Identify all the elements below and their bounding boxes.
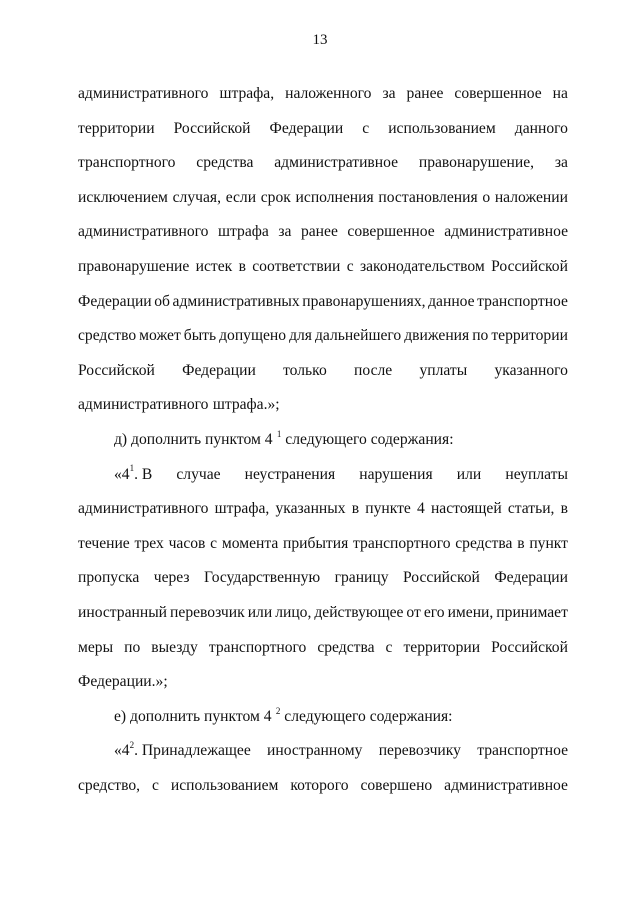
text-fragment: «4 [114, 465, 130, 483]
text-line [78, 665, 568, 700]
word: транспортное [477, 742, 568, 760]
word: наложенного [285, 85, 372, 102]
word: штрафа, [219, 85, 275, 102]
word: административных [172, 292, 300, 310]
word: Федерации [494, 569, 568, 587]
word: на [552, 85, 568, 102]
word: перевозчик [170, 603, 245, 621]
word: быть [183, 327, 217, 345]
text-fragment [114, 423, 458, 458]
word: после [354, 361, 393, 379]
word: движения [404, 327, 470, 345]
word: использованием [170, 776, 279, 794]
word: транспортного [208, 638, 307, 656]
word: меры [78, 638, 114, 656]
word: или [247, 603, 273, 621]
word: данного [514, 119, 568, 137]
word: территории [491, 327, 568, 345]
word: Российской [403, 569, 480, 587]
word: об [154, 292, 170, 310]
text-fragment: следующего содержания: [280, 707, 453, 725]
word: уплаты [419, 361, 468, 379]
word: с [362, 119, 370, 137]
word: о [482, 188, 491, 206]
word: штрафа, [214, 500, 270, 518]
text-fragment: . В [134, 465, 153, 483]
text-fragment: д) дополнить пунктом 4 [114, 430, 273, 448]
body-text [78, 77, 568, 803]
page-number: 13 [312, 32, 328, 48]
text-fragment: . Принадлежащее [134, 742, 251, 760]
word: средство [78, 327, 137, 345]
word: территории [403, 638, 481, 656]
word: соответствии [252, 257, 341, 275]
word: наложении [494, 188, 568, 206]
word: с [210, 534, 218, 552]
text-line [78, 319, 568, 354]
word: пункте [365, 500, 411, 518]
word: с [385, 638, 393, 656]
word: законодательством [359, 257, 485, 275]
word: штрафа [218, 223, 269, 241]
text-line [78, 734, 568, 769]
word: пункт [529, 534, 568, 552]
word: использованием [388, 119, 496, 137]
word: совершено [360, 776, 433, 794]
text-line [78, 77, 568, 112]
word: Российской [78, 361, 155, 379]
word: течение [78, 534, 130, 552]
superscript: 1 [276, 428, 282, 439]
word: пропуска [78, 569, 140, 587]
word: административного [78, 223, 209, 241]
word: Российской [173, 119, 251, 137]
word: за [278, 223, 292, 241]
word: Государственную [204, 569, 321, 587]
word: в [517, 534, 525, 552]
word: за [382, 85, 396, 102]
word: или [456, 465, 482, 483]
text-line [78, 458, 568, 493]
word: его [423, 603, 445, 621]
word: Федерации [78, 292, 152, 310]
word: истек [195, 257, 233, 275]
word: перевозчику [378, 742, 461, 760]
word: допущено [219, 327, 287, 345]
word: ранее [300, 223, 338, 241]
word: правонарушениях, [302, 292, 426, 310]
word: только [283, 361, 327, 379]
word: если [225, 188, 257, 206]
word: с [152, 776, 159, 794]
text-line [78, 561, 568, 596]
text-line [78, 700, 568, 735]
word: в [238, 257, 246, 275]
word: нарушения [359, 465, 433, 483]
text-line [78, 388, 568, 423]
word: границу [334, 569, 389, 587]
word: административного [78, 500, 209, 518]
word: с [346, 257, 354, 275]
word: указанных [275, 500, 346, 518]
word: административное [444, 776, 568, 794]
superscript: 2 [275, 705, 281, 716]
text-line [78, 631, 568, 666]
word: выезду [151, 638, 198, 656]
text-line [78, 492, 568, 527]
word: правонарушение [78, 257, 190, 275]
word: прибытия [283, 534, 349, 552]
text-fragment [114, 734, 251, 769]
text-line [78, 215, 568, 250]
word: транспортного [78, 154, 176, 172]
word: средства [455, 534, 513, 552]
word: штрафа.»; [212, 396, 280, 414]
word: в [560, 500, 568, 518]
word: по [124, 638, 141, 656]
word: момента [221, 534, 279, 552]
word: административное [274, 154, 399, 172]
text-fragment [114, 458, 152, 493]
word: действующее [314, 603, 404, 621]
word: в [351, 500, 360, 518]
word: трех [134, 534, 164, 552]
word: Федерации [269, 119, 344, 137]
word: от [406, 603, 421, 621]
text-line [78, 146, 568, 181]
word: совершенное [454, 85, 542, 102]
word: Федерации [182, 361, 256, 379]
word: исключением [78, 188, 168, 206]
word: неустранения [244, 465, 336, 483]
text-fragment: следующего содержания: [281, 430, 454, 448]
word: административное [444, 223, 568, 241]
word: транспортного [353, 534, 451, 552]
word: совершенное [347, 223, 435, 241]
word: имени, [447, 603, 494, 621]
text-fragment: «4 [114, 742, 130, 760]
word: настоящей [430, 500, 502, 518]
text-line [78, 596, 568, 631]
word: часов [168, 534, 206, 552]
text-fragment [114, 700, 457, 735]
text-line [78, 250, 568, 285]
word: Российской [491, 638, 568, 656]
text-fragment: е) дополнить пунктом 4 [114, 707, 272, 725]
word: неуплаты [505, 465, 568, 483]
text-line [78, 354, 568, 389]
word: исполнения [295, 188, 374, 206]
word: за [554, 154, 568, 172]
word: средство, [78, 776, 141, 794]
word: данное [428, 292, 475, 310]
word: средства [317, 638, 375, 656]
word: правонарушение, [418, 154, 535, 172]
word: срок [260, 188, 291, 206]
word: дальнейшего [314, 327, 402, 345]
word: статьи, [507, 500, 555, 518]
word: может [139, 327, 181, 345]
word: постановления [378, 188, 478, 206]
word: Российской [491, 257, 568, 275]
text-line [78, 527, 568, 562]
word: административного [78, 85, 209, 102]
text-line [78, 112, 568, 147]
word: иностранному [267, 742, 363, 760]
word: 4 [416, 500, 425, 518]
word: случае [176, 465, 221, 483]
word: лицо, [275, 603, 312, 621]
word: которого [290, 776, 349, 794]
word: территории [78, 119, 155, 137]
word: по [472, 327, 489, 345]
word: случая, [172, 188, 221, 206]
word: административного [78, 396, 209, 414]
word: принимает [496, 603, 568, 621]
text-line [78, 769, 568, 804]
word: ранее [406, 85, 444, 102]
superscript: 1 [129, 463, 135, 474]
word: иностранный [78, 603, 168, 621]
text-line [78, 181, 568, 216]
word: транспортное [477, 292, 568, 310]
word: средства [196, 154, 254, 172]
text-line [78, 423, 568, 458]
text-line [78, 285, 568, 320]
superscript: 2 [129, 740, 135, 751]
word: для [289, 327, 312, 345]
word: Федерации.»; [78, 673, 168, 691]
word: через [153, 569, 190, 587]
word: указанного [494, 361, 568, 379]
